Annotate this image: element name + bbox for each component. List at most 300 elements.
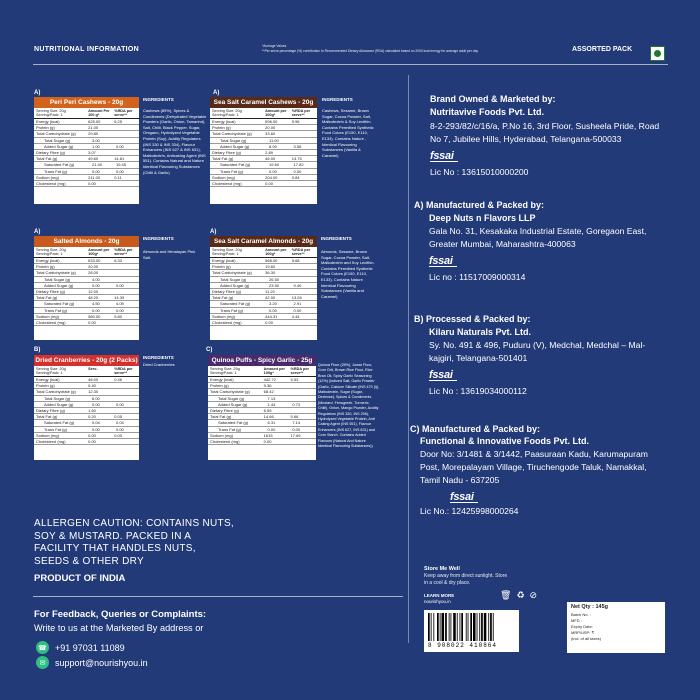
- nutrient-amount: 625.00: [88, 119, 101, 124]
- phone-icon: ☎: [36, 641, 49, 654]
- section-letter-c: C): [206, 347, 213, 353]
- allergen-caution: ALLERGEN CAUTION: CONTAINS NUTS, SOY & MUSTARD. PACKED IN A FACILITY THAT HANDLES NUTS, SEEDS & OTHER DRY: [34, 518, 234, 567]
- nutrient-name: Added Sugar (g): [218, 401, 248, 407]
- nutrient-amount: 596.00: [265, 119, 278, 124]
- nutrient-rda: 0.00: [293, 307, 302, 313]
- nutrient-name: Cholesterol (mg): [36, 181, 66, 187]
- nutrient-name: Protein (g): [36, 264, 55, 270]
- nutrient-name: Sodium (mg): [212, 174, 235, 180]
- nutrient-name: Total Fat (g): [212, 295, 234, 301]
- nutrient-amount: 26.50: [269, 276, 280, 282]
- nutrient-amount: 0.00: [92, 282, 100, 288]
- nutrient-name: Sodium (mg): [36, 432, 59, 438]
- nutrient-rda: [114, 439, 137, 444]
- manufacturer-c-block: [410, 424, 668, 516]
- nutrient-name: Saturated Fat (g): [218, 420, 249, 426]
- nutrient-rda: [292, 125, 315, 130]
- nutrient-name: Sodium (mg): [36, 313, 59, 319]
- nutrient-name: Total Sugar (g): [220, 137, 247, 143]
- nutrient-name: Energy (kcal): [212, 258, 236, 263]
- nutrient-name: Total Carbohydrate (g): [36, 131, 76, 137]
- nutrient-amount: 1615: [263, 432, 273, 438]
- nutrient-rda: 0.04: [116, 420, 124, 426]
- feedback-text: Write to us at the Marketed By address or: [34, 623, 204, 633]
- nutrient-rda: [114, 150, 137, 155]
- nutrient-name: Energy (kcal): [210, 377, 234, 382]
- fssai-logo: [429, 255, 668, 267]
- nutrient-rda: 17.82: [293, 162, 304, 168]
- serving-size: Serving Size: 20g: [36, 109, 66, 113]
- nutrition-panel-quinoa-puffs: [208, 355, 316, 460]
- net-quantity-box: [567, 602, 665, 653]
- nutrient-amount: 0.40: [88, 383, 96, 389]
- nutrient-amount: 36.30: [265, 270, 276, 276]
- nutrient-amount: 0.00: [263, 439, 272, 445]
- nutrient-name: Cholesterol (mg): [36, 320, 66, 326]
- nutrient-amount: 7.13: [267, 395, 276, 401]
- manufacturer-c-license: Lic No.: 12425998000264: [420, 506, 519, 516]
- nutrient-rda: [114, 408, 137, 413]
- nutrient-rda: 0.00: [116, 307, 124, 313]
- taxes-note: (incl. of all taxes): [571, 636, 602, 641]
- nutrient-rda: 14.39: [114, 295, 125, 301]
- nutrient-rda: 6.33: [114, 258, 122, 263]
- nutrient-rda: 0.05: [114, 414, 122, 420]
- manufacturer-c-label: C) Manufactured & Packed by:: [410, 424, 541, 434]
- panel-header-row: [34, 108, 139, 119]
- nutrient-name: Total Sugar (g): [44, 276, 71, 282]
- nutrient-amount: 21.40: [92, 162, 103, 168]
- manufacturer-a-block: [414, 200, 668, 282]
- serving-size: Serving Size: 25g: [210, 367, 240, 371]
- nutrient-name: Added Sugar (g): [220, 143, 250, 149]
- nutrient-name: Energy (kcal): [36, 377, 60, 382]
- nutrient-amount: 12.00: [88, 289, 99, 295]
- panel-header-row: [210, 247, 317, 258]
- nutrient-name: Protein (g): [210, 383, 229, 389]
- nutrient-name: Sodium (mg): [212, 313, 235, 319]
- serving-per-pack: Serving/Pack: 1: [36, 371, 63, 375]
- nutrient-rda: [291, 389, 314, 394]
- nutrient-rda: [292, 181, 315, 186]
- ingredients-title: INGREDIENTS: [322, 97, 353, 102]
- nutrient-rda: 0.00: [116, 401, 124, 407]
- section-letter-a: A): [210, 229, 217, 235]
- nutrient-rda: 0.00: [116, 168, 124, 174]
- nutrient-rda: 13.75: [291, 156, 302, 162]
- nutrient-name: Total Fat (g): [36, 414, 58, 420]
- nutrient-rda: [292, 396, 314, 401]
- nutrient-amount: 3.00: [92, 137, 100, 143]
- fssai-logo-text: fssai: [429, 369, 453, 381]
- nutrient-amount: 444.31: [265, 313, 278, 319]
- nutrient-name: Saturated Fat (g): [220, 162, 251, 168]
- nutrient-name: Total Sugar (g): [220, 276, 247, 282]
- nutrient-row: [210, 320, 317, 326]
- barcode: [424, 610, 519, 652]
- panel-title: Quinoa Puffs - Spicy Garlic - 25g: [208, 355, 316, 366]
- nutrient-row: [210, 181, 317, 187]
- nutrient-name: Dietary Fibre (g): [36, 289, 65, 295]
- ingredients-dried-cranberries: [143, 355, 203, 368]
- nutrient-rda: 4.44: [291, 313, 300, 319]
- nutrient-name: Saturated Fat (g): [44, 162, 75, 168]
- nutrient-name: Dietary Fibre (g): [212, 150, 241, 156]
- nutrient-rda: [116, 277, 137, 282]
- nutrient-rda: [114, 270, 137, 275]
- nutrient-amount: 21.00: [88, 125, 99, 131]
- mfd-date: MFD :: [571, 618, 582, 623]
- nutrient-name: Energy (kcal): [212, 119, 236, 124]
- nutrient-amount: 6.31: [267, 420, 276, 426]
- serving-size: Serving Size: 20g: [36, 367, 66, 371]
- rda-column-header: %RDA per serve**: [290, 367, 309, 375]
- nutrient-name: Total Carbohydrate (g): [36, 270, 76, 276]
- email-icon: ✉: [36, 656, 49, 669]
- learn-more-label: LEARN MORE: [424, 593, 455, 598]
- section-letter-b: B): [34, 347, 41, 353]
- nutrient-amount: 19.60: [269, 162, 280, 168]
- nutrient-name: Protein (g): [36, 383, 55, 389]
- nutrient-rda: [292, 131, 315, 136]
- nutrient-amount: 1.00: [92, 143, 100, 149]
- nutrient-amount: 1.60: [88, 408, 96, 414]
- serving-per-pack: Serving/Pack: 1: [212, 252, 239, 256]
- store-instructions: Keep away from direct sunlight. Store in a cool & dry place.: [424, 573, 508, 586]
- nutrient-rda: 0.00: [293, 168, 302, 174]
- nutrition-panel-peri-peri-cashews: [34, 97, 139, 204]
- bottom-divider: [33, 596, 403, 597]
- ingredients-peri-peri-cashews: [143, 97, 209, 175]
- nutrient-rda: [114, 289, 137, 294]
- nutrient-amount: 4.00: [92, 276, 100, 282]
- panel-header-row: [34, 247, 139, 258]
- nutrient-rda: 0.11: [114, 174, 122, 180]
- amount-column-header: Amount per 100g*: [263, 367, 285, 375]
- panel-title: Sea Salt Caramel Cashews - 20g: [210, 97, 317, 108]
- ingredients-salted-almonds: [143, 236, 203, 260]
- nutrient-name: Total Sugar (g): [218, 395, 245, 401]
- nutrient-amount: 11.20: [265, 289, 275, 295]
- nutrient-row: [34, 181, 139, 187]
- nutrient-name: Trans Fat (g): [44, 168, 67, 174]
- nutrient-rda: 5.66: [290, 414, 299, 420]
- expiry-date: Expiry Date:: [571, 624, 593, 629]
- ingredients-text: Dried Cranberries: [143, 362, 175, 367]
- serving-per-pack: Serving/Pack: 1: [36, 252, 63, 256]
- nutrient-rda: 2.91: [293, 301, 302, 307]
- nutrient-name: Energy (kcal): [36, 119, 60, 124]
- ingredients-sea-salt-caramel-almonds: [321, 236, 377, 299]
- serving-per-pack: Serving/Pack: 1: [36, 113, 63, 117]
- section-letter-a: A): [34, 90, 41, 96]
- nutrient-row: [208, 439, 316, 445]
- manufacturer-c-address: Door No: 3/1481 & 3/1442, Paasuraan Kadu, Karumapuram Post, Morepalayam Village, Tiruchengode Taluk, Namakkal, Tamil Nadu - 637205: [420, 449, 648, 485]
- nutrient-amount: 14.66: [263, 414, 274, 420]
- nutrient-name: Cholesterol (mg): [212, 181, 242, 187]
- nutrient-name: Cholesterol (mg): [36, 439, 66, 445]
- nutrient-rda: 9.40: [293, 282, 302, 288]
- nutrient-amount: 0.00: [92, 401, 100, 407]
- nutrient-rda: [114, 264, 137, 269]
- ingredients-text: Cashews, Sesame, Brown Sugar, Cocoa Powder, Salt, Maltodextrin & Soy Lecithin. Contains Permitted Synthetic Food Colors (E150, E110, E133). Contains Nature - Identical Flavouring Substances (Vanilla & Caramel): [322, 108, 374, 158]
- amount-column-header: Amount per 100g*: [88, 248, 110, 256]
- amount-column-header: Serv-: [88, 367, 98, 371]
- email-contact[interactable]: [36, 656, 148, 669]
- website-link[interactable]: nourishyou.in: [424, 599, 451, 604]
- serving-per-pack: Serving/Pack: 1: [210, 371, 237, 375]
- nutrient-rda: [116, 396, 137, 401]
- nutrient-rda: [114, 383, 137, 388]
- nutrient-rda: 19.45: [116, 162, 127, 168]
- disposal-symbols: [500, 590, 537, 601]
- nutrient-amount: 3.07: [88, 150, 96, 156]
- nutrient-amount: 0.00: [88, 432, 96, 438]
- ingredients-sea-salt-caramel-cashews: [322, 97, 378, 158]
- brand-owner-heading: Brand Owned & Marketed by:: [430, 94, 556, 104]
- serving-size: Serving Size: 20g: [212, 109, 242, 113]
- nutrition-panel-sea-salt-caramel-cashews: [210, 97, 317, 204]
- amount-column-header: Amount per 100g*: [265, 248, 287, 256]
- nutrient-amount: 442.72: [263, 377, 276, 382]
- manufacturer-b-license: Lic No : 13619034000112: [429, 386, 527, 396]
- nutrient-amount: 633.00: [88, 258, 101, 263]
- nutrient-name: Protein (g): [212, 264, 231, 270]
- nutrient-name: Total Fat (g): [36, 156, 58, 162]
- rda-column-header: %RDA per serve**: [114, 367, 133, 375]
- nutrient-row: [34, 320, 139, 326]
- nutrient-name: Dietary Fibre (g): [36, 408, 65, 414]
- nutrient-rda: 5.80: [114, 313, 122, 319]
- nutrient-name: Protein (g): [36, 125, 55, 131]
- ingredients-title: INGREDIENTS: [143, 97, 174, 102]
- nutrient-name: Protein (g): [212, 125, 231, 131]
- nutrient-amount: 0.00: [92, 168, 100, 174]
- nutrient-amount: 68.42: [263, 389, 274, 395]
- nutrient-name: Trans Fat (g): [218, 426, 241, 432]
- nutrient-amount: 46.00: [88, 377, 99, 382]
- nutrient-name: Trans Fat (g): [44, 426, 67, 432]
- nutrient-rda: 5.96: [291, 119, 300, 124]
- nutrient-rda: 5.53: [290, 377, 299, 382]
- nutrient-name: Total Carbohydrate (g): [212, 270, 252, 276]
- nutrient-rda: [114, 125, 137, 130]
- nutrient-amount: 0.00: [269, 307, 277, 313]
- nutrient-name: Saturated Fat (g): [220, 301, 251, 307]
- email-address: support@nourishyou.in: [55, 657, 148, 668]
- brand-owner-block: [430, 94, 668, 177]
- nutrition-panel-sea-salt-caramel-almonds: [210, 236, 317, 340]
- panel-title: Peri Peri Cashews - 20g: [34, 97, 139, 108]
- fssai-logo-text: fssai: [450, 491, 474, 503]
- nutrient-amount: 28.00: [88, 270, 99, 276]
- section-letter-a: A): [34, 229, 41, 235]
- nutrient-amount: 29.80: [88, 131, 99, 137]
- ingredients-title: INGREDIENTS: [321, 236, 352, 241]
- nutrient-amount: 0.00: [265, 320, 273, 326]
- nutrient-amount: 0.00: [269, 168, 277, 174]
- nutrient-name: Added Sugar (g): [44, 143, 74, 149]
- nutrient-name: Trans Fat (g): [44, 307, 67, 313]
- brand-owner-address: 8-2-293/82/c/16/a, P.No 16, 3rd Floor, Susheela Pride, Road No 7, Jubilee Hills, Hyderabad, Telangana-500033: [430, 121, 660, 144]
- nutrient-amount: 0.00: [88, 181, 96, 187]
- panel-header-row: [34, 366, 139, 377]
- manufacturer-a-name: Deep Nuts n Flavors LLP: [429, 213, 536, 223]
- barcode-bars: [428, 613, 515, 641]
- nutrient-name: Total Carbohydrate (g): [212, 131, 252, 137]
- nutrient-amount: 204.00: [265, 174, 278, 180]
- rda-column-header: %RDA per serve**: [291, 248, 311, 256]
- nutrient-amount: 211.00: [88, 174, 101, 180]
- nutrient-amount: 6.59: [263, 408, 272, 414]
- nutrient-rda: 0.73: [292, 401, 301, 407]
- nutrient-rda: 7.14: [292, 420, 301, 426]
- nutrient-rda: [114, 181, 137, 186]
- nutrient-rda: 0.00: [292, 426, 301, 432]
- nutrient-rda: 3.56: [293, 143, 302, 149]
- nutrient-amount: 33.60: [265, 131, 276, 137]
- nutrition-panel-dried-cranberries: [34, 355, 139, 460]
- nutrient-amount: 0.00: [265, 181, 273, 187]
- nutrient-rda: [114, 320, 137, 325]
- nutrient-amount: 42.00: [265, 295, 276, 301]
- rda-footnote: [262, 44, 562, 53]
- nutrient-name: Total Carbohydrate (g): [210, 389, 250, 395]
- dustbin-icon: 🗑: [500, 590, 512, 600]
- nutrient-amount: 0.00: [267, 426, 276, 432]
- nutrient-name: Sodium (mg): [36, 174, 59, 180]
- panel-title: Dried Cranberries - 20g (2 Packs): [35, 357, 138, 364]
- nutrient-amount: 49.60: [88, 156, 99, 162]
- manufacturer-b-block: [414, 314, 668, 396]
- manufacturer-a-label: A) Manufactured & Packed by:: [414, 200, 545, 210]
- nutrient-amount: 0.00: [88, 320, 96, 326]
- fssai-logo: [430, 150, 668, 162]
- manufacturer-c-name: Functional & Innovative Foods Pvt. Ltd.: [420, 436, 590, 446]
- section-letter-a: A): [213, 90, 220, 96]
- nutrient-name: Total Fat (g): [212, 156, 234, 162]
- nutrient-amount: 6.00: [92, 395, 100, 401]
- nutrient-name: Total Carbohydrate (g): [36, 389, 76, 395]
- nutrient-name: Total Fat (g): [36, 295, 58, 301]
- ingredients-text: Quinoa Flour (25%), Jowar Flour, Corn Grit, Brown Rice Flour, Rice Bran Oil, Spicy Garlic Seasoning (12%) (Iodized Salt, Garlic Powder (Garlic, Calcium Silicate (INS 470 (i)), Maltodextrin, Sugar (Sugar, Dextrose), Spices & Condiments (Mustard, Fenugreek, Turmeric, Chilli), Onion, Mango Powder, Acidity Regulators (INS 330, INS 296), Hydrolyzed Vegetable Protein, Anti Caking Agent (INS 551), Flavour Enhancers (INS 627, INS 631) and Corn Starch. Contains Added Flavours (Natural And Nature Identical Flavouring Substances)): [318, 363, 380, 449]
- mrp: MRP/USP: ₹: [571, 630, 594, 635]
- nutrient-rda: 13.26: [291, 295, 302, 301]
- nutrient-amount: 3.20: [269, 301, 277, 307]
- nutrient-amount: 0.20: [88, 414, 96, 420]
- assorted-pack-label: ASSORTED PACK: [572, 46, 633, 53]
- fssai-logo: [450, 491, 668, 503]
- nutrient-name: Added Sugar (g): [44, 401, 74, 407]
- net-quantity: Net Qty : 145g: [571, 604, 608, 610]
- fssai-logo-text: fssai: [430, 150, 454, 162]
- nutrient-rda: [292, 270, 315, 275]
- manufacturer-b-address: Sy. No. 491 & 496, Pudu​ru (V), Medchal, Medchal – Mal-kajgiri, Telangana-501401: [429, 340, 646, 363]
- nutrient-amount: 2.89: [265, 150, 273, 156]
- barcode-number: 8 908022 410864: [428, 642, 498, 649]
- nutrient-amount: 580.00: [88, 313, 101, 319]
- phone-contact[interactable]: [36, 641, 125, 654]
- nutrient-name: Added Sugar (g): [44, 282, 74, 288]
- ingredients-title: INGREDIENTS: [143, 236, 174, 241]
- nutrient-rda: [292, 264, 315, 269]
- panel-title: Salted Almonds - 20g: [34, 236, 139, 247]
- nutrient-amount: 12.30: [88, 389, 99, 395]
- rda-column-header: %RDA per serve**: [114, 109, 133, 117]
- ingredients-text: Almonds, Sesame, Brown Sugar, Cocoa Powder, Salt, Maltodextrin and Soy Lecithin. Contains Permitted Synthetic Food Colors (E150, E110, E133). Contains Nature Identical Flavouring Substances (Vanilla and Caramel): [321, 249, 375, 299]
- panel-header-row: [208, 366, 316, 377]
- nutrient-amount: 0.04: [92, 420, 100, 426]
- ingredients-text: Cashews (89%), Spices & Condiments (Dehydrated Vegetable Powders (Garlic, Onion, Tamarind), Salt, Chilli, Black Pepper, Sugar, Oregano, Hydrolyzed Vegetable Protein (Soy), Acidity Regulators (INS 330 & INS 334), Flavour Enhancers (INS 627 & INS 631), Maltodextrin, Anticaking Agent (INS 551). Contains Natural and Nature Identical Flavouring Substances (Chilli & Garlic): [143, 108, 207, 175]
- footnote-rda: **Per serve percentage (%) contribution to Recommended Dietary Allowance (RDA) calculated based on 2000 kcal energy for average adult per day: [262, 48, 479, 53]
- nutrient-rda: [292, 320, 315, 325]
- nutrient-amount: 46.00: [265, 156, 276, 162]
- recycle-icon: ♻: [516, 590, 525, 600]
- nutrient-amount: 0.00: [92, 307, 100, 313]
- panel-title: Sea Salt Caramel Almonds - 20g: [210, 236, 317, 247]
- nutrient-amount: 20.00: [265, 125, 276, 131]
- nutrient-rda: 0.84: [291, 174, 300, 180]
- nutrient-rda: [294, 138, 315, 143]
- feedback-title: For Feedback, Queries or Complaints:: [34, 609, 207, 620]
- nutrition-panel-salted-almonds: [34, 236, 139, 340]
- batch-no: Batch No. :: [571, 612, 591, 617]
- fssai-logo-text: fssai: [429, 255, 453, 267]
- nutrient-rda: [291, 408, 314, 413]
- nutrient-rda: [291, 383, 314, 388]
- nutrient-name: Trans Fat (g): [220, 168, 243, 174]
- nutrient-rda: [291, 439, 314, 444]
- nutrient-name: Saturated Fat (g): [44, 420, 75, 426]
- nutrient-rda: 14.81: [114, 156, 125, 162]
- manufacturer-b-name: Kilaru Naturals Pvt. Ltd.: [429, 327, 532, 337]
- nutrient-row: [34, 439, 139, 445]
- column-divider: [408, 75, 409, 643]
- store-title: Store Me Well: [424, 566, 460, 572]
- rda-column-header: %RDA per serve**: [291, 109, 311, 117]
- nutrient-amount: 20.00: [88, 264, 99, 270]
- nutrient-amount: 0.00: [88, 439, 96, 445]
- nutrient-rda: 0.00: [114, 432, 122, 438]
- panel-header-row: [210, 108, 317, 119]
- nutrient-name: Sodium (mg): [210, 432, 233, 438]
- fssai-logo: [429, 369, 668, 381]
- nutrient-rda: [294, 277, 315, 282]
- manufacturer-b-label: B) Processed & Packed by:: [414, 314, 531, 324]
- nutrient-name: Total Sugar (g): [44, 395, 71, 401]
- nutrient-amount: 4.50: [92, 301, 100, 307]
- nutrient-rda: [292, 289, 315, 294]
- nutrient-rda: [292, 150, 315, 155]
- nutrient-rda: 5.68: [291, 258, 300, 263]
- nutrient-rda: [116, 138, 137, 143]
- nutrient-rda: [114, 131, 137, 136]
- brand-license: Lic No : 13615010000200: [430, 167, 529, 177]
- serving-size: Serving Size: 20g: [212, 248, 242, 252]
- nutrient-name: Total Sugar (g): [44, 137, 71, 143]
- nutrient-name: Added Sugar (g): [220, 282, 250, 288]
- nutrient-rda: 0.00: [116, 282, 124, 288]
- product-of-india: PRODUCT OF INDIA: [34, 573, 126, 584]
- nutrient-rda: 0.46: [114, 377, 122, 382]
- serving-per-pack: Serving/Pack: 1: [212, 113, 239, 117]
- nutrient-amount: 11.00: [269, 137, 279, 143]
- nutrient-amount: 9.36: [263, 383, 272, 389]
- no-litter-icon: ⊘: [529, 590, 538, 600]
- serving-size: Serving Size: 20g: [36, 248, 66, 252]
- ingredients-title: INGREDIENTS: [143, 355, 174, 360]
- nutrient-amount: 1.44: [267, 401, 276, 407]
